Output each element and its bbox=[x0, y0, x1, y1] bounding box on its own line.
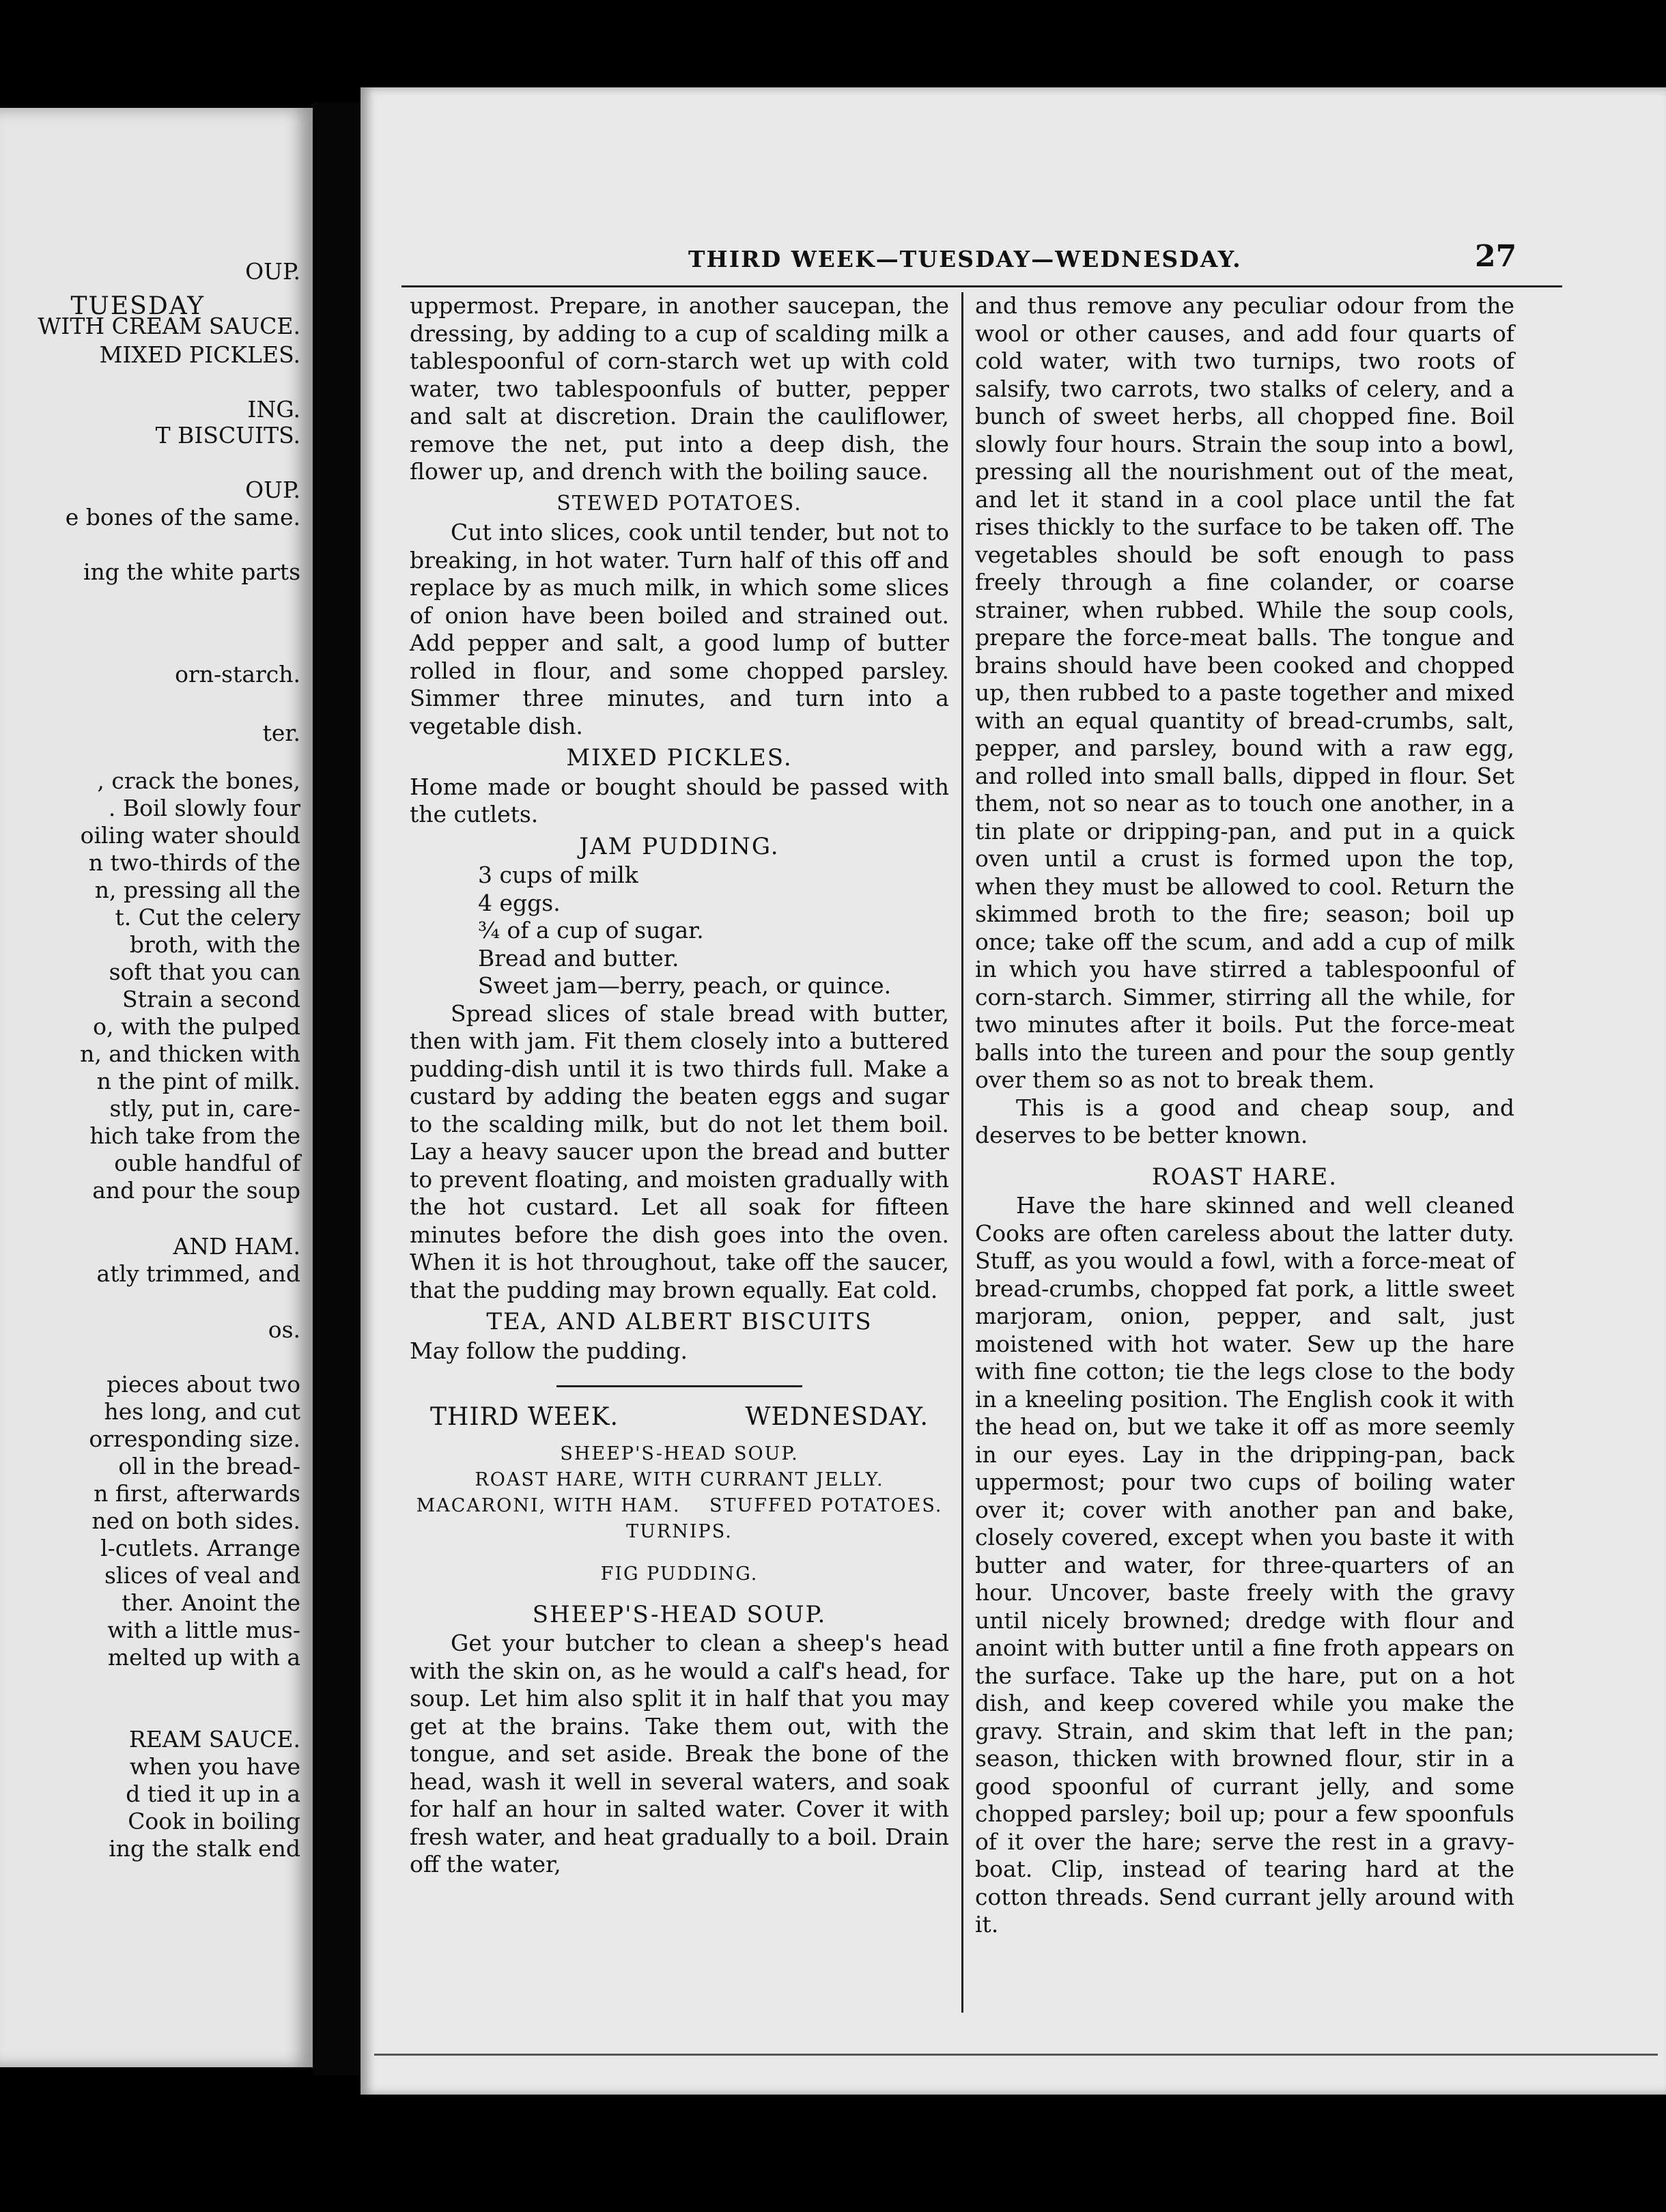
menu-item: MACARONI, WITH HAM. STUFFED POTATOES. bbox=[416, 1494, 943, 1516]
left-page-line: oll in the bread- bbox=[118, 1453, 300, 1479]
left-page-line: when you have bbox=[129, 1753, 300, 1780]
mixed-pickles-heading: MIXED PICKLES. bbox=[566, 744, 793, 771]
left-page-line: atly trimmed, and bbox=[96, 1260, 300, 1287]
menu-item: SHEEP'S-HEAD SOUP. bbox=[560, 1443, 799, 1464]
left-page-line: WITH CREAM SAUCE. bbox=[38, 313, 300, 339]
left-page-line: and pour the soup bbox=[92, 1177, 300, 1204]
left-page-line: n the pint of milk. bbox=[96, 1068, 300, 1094]
left-page-line: pieces about two bbox=[107, 1371, 300, 1398]
left-page-line: Cook in boiling bbox=[128, 1808, 300, 1834]
tea-biscuits-heading: TEA, AND ALBERT BISCUITS bbox=[486, 1308, 873, 1335]
left-page-line: e bones of the same. bbox=[65, 504, 300, 530]
left-page-line: . Boil slowly four bbox=[108, 795, 300, 821]
left-page-line: MIXED PICKLES. bbox=[99, 341, 300, 368]
column-rule bbox=[961, 292, 963, 2013]
sheeps-head-soup-heading: SHEEP'S-HEAD SOUP. bbox=[532, 1600, 827, 1628]
left-page-line: ING. bbox=[247, 396, 300, 423]
left-column bbox=[410, 292, 949, 1879]
left-page-fragment bbox=[0, 108, 313, 2067]
left-page-line: n, pressing all the bbox=[94, 877, 300, 903]
left-page-line: ned on both sides. bbox=[91, 1507, 300, 1534]
menu-item: ROAST HARE, WITH CURRANT JELLY. bbox=[475, 1469, 884, 1490]
left-page-line: os. bbox=[268, 1316, 300, 1343]
stewed-potatoes-paragraph: Cut into slices, cook until tender, but not to breaking, in hot water. Turn half of this off and replace by as much milk, in which some slices of onion have been boiled and strained out. Add pepper and salt, a good lump of butter rolled in flour, and some chopped parsley. Simmer three minutes, and turn into a vegetable dish. bbox=[410, 519, 949, 739]
mixed-pickles-paragraph: Home made or bought should be passed with the cutlets. bbox=[410, 773, 949, 827]
section-rule bbox=[556, 1385, 802, 1387]
left-page-line: slices of veal and bbox=[104, 1562, 300, 1589]
jam-pudding-paragraph: Spread slices of stale bread with butter, then with jam. Fit them closely into a buttered pudding-dish until it is two thirds full. Make a custard by adding the beaten eggs and sugar to the scalding milk, but do not let them boil. Lay a heavy saucer upon the bread and butter to prevent floating, and moisten gradually with the hot custard. Let all soak for fifteen minutes before the dish goes into the oven. When it is hot throughout, take off the saucer, that the pudding may brown equally. Eat cold. bbox=[410, 999, 949, 1303]
left-page-line: AND HAM. bbox=[173, 1233, 300, 1260]
good-soup-paragraph: This is a good and cheap soup, and deserves to be better known. bbox=[975, 1094, 1514, 1148]
tea-paragraph: May follow the pudding. bbox=[410, 1337, 688, 1364]
left-page-line: , crack the bones, bbox=[97, 767, 300, 794]
left-page-line: REAM SAUCE. bbox=[128, 1726, 300, 1753]
roast-hare-heading: ROAST HARE. bbox=[1151, 1163, 1338, 1191]
section-title-week: THIRD WEEK. bbox=[430, 1403, 619, 1431]
header-rule bbox=[401, 285, 1562, 287]
menu-item: TURNIPS. bbox=[626, 1520, 733, 1542]
left-page-line: n two-thirds of the bbox=[88, 849, 300, 876]
left-page-line: t. Cut the celery bbox=[115, 904, 300, 931]
left-page-line: Strain a second bbox=[122, 986, 300, 1012]
right-column bbox=[975, 292, 1514, 1939]
soup-continued-paragraph: and thus remove any peculiar odour from the wool or other causes, and add four quarts of cold water, with two turnips, two roots of salsify, two carrots, two stalks of celery, and a bunch of sweet herbs, all chopped fine. Boil slowly four hours. Strain the soup into a bowl, pressing all the nourishment out of the meat, and let it stand in a cool place until the fat rises thickly to the surface to be taken off. The vegetables should be soft enough to pass freely through a fine colander, or coarse strainer, when rubbed. While the soup cools, prepare the force-meat balls. The tongue and brains should have been cooked and chopped up, then rubbed to a paste together and mixed with an equal quantity of bread-crumbs, salt, pepper, and parsley, bound with a raw egg, and rolled into small balls, dipped in flour. Set them, not so near as to touch one another, in a tin plate or dripping-pan, and put in a quick oven until a crust is formed upon the top, when they must be allowed to cool. Return the skimmed broth to the fire; season; boil up once; take off the scum, and add a cup of milk in which you have stirred a tablespoonful of corn-starch. Simmer, stirring all the while, for two minutes after it boils. Put the force-meat balls into the tureen and pour the soup gently over them so as not to break them. bbox=[975, 292, 1514, 1093]
left-page-line: orresponding size. bbox=[89, 1426, 300, 1452]
ingredient-milk: 3 cups of milk bbox=[478, 862, 638, 888]
left-page-line: n, and thicken with bbox=[80, 1040, 300, 1067]
roast-hare-paragraph: Have the hare skinned and well cleaned Cooks are often careless about the latter duty. Stuff, as you would a fowl, with a force-meat of bread-crumbs, chopped fat pork, a little sweet marjoram, onion, pepper, and salt, just moistened with hot water. Sew up the hare with fine cotton; tie the legs close to the body in a kneeling position. The English cook it with the head on, but we take it off as more seemly in our eyes. Lay in the dripping-pan, back uppermost; pour two cups of boiling water over it; cover with another pan and bake, closely covered, except when you baste it with butter and water, for three-quarters of an hour. Uncover, baste freely with the gravy until nicely browned; dredge with flour and anoint with butter until a fine froth appears on the surface. Take up the hare, put on a hot dish, and keep covered while you make the gravy. Strain, and skim that left in the pan; season, thicken with browned flour, stir in a good spoonful of currant jelly, and some chopped parsley; boil up; pour a few spoonfuls of it over the hare; serve the rest in a gravy-boat. Clip, instead of tearing hard at the cotton threads. Send currant jelly around with it. bbox=[975, 1192, 1514, 1938]
left-page-line: orn-starch. bbox=[175, 661, 300, 687]
left-page-line: ther. Anoint the bbox=[122, 1589, 300, 1616]
left-page-line: soft that you can bbox=[109, 959, 300, 985]
left-page-line: stly, put in, care- bbox=[109, 1095, 300, 1122]
left-page-line: oiling water should bbox=[80, 822, 300, 849]
ingredient-eggs: 4 eggs. bbox=[478, 889, 561, 916]
left-page-line: hes long, and cut bbox=[104, 1398, 300, 1425]
left-page-line: ing the stalk end bbox=[109, 1835, 300, 1862]
jam-pudding-heading: JAM PUDDING. bbox=[579, 832, 780, 860]
left-page-line: n first, afterwards bbox=[94, 1480, 300, 1507]
ingredient-jam: Sweet jam—berry, peach, or quince. bbox=[478, 972, 892, 999]
sheeps-head-soup-paragraph: Get your butcher to clean a sheep's head with the skin on, as he would a calf's head, for soup. Let him also split it in half that you may get at the brains. Take them out, with the tongue, and set aside. Break the bone of the head, wash it well in several waters, and soak for half an hour in salted water. Cover it with fresh water, and heat gradually to a boil. Drain off the water, bbox=[410, 1630, 949, 1877]
left-page-line: with a little mus- bbox=[107, 1617, 300, 1643]
left-page-line: d tied it up in a bbox=[126, 1781, 300, 1807]
right-page bbox=[361, 87, 1666, 2095]
left-page-line: broth, with the bbox=[129, 931, 300, 958]
ingredient-bread: Bread and butter. bbox=[478, 944, 679, 972]
left-page-line: hich take from the bbox=[89, 1122, 300, 1149]
page-number: 27 bbox=[1475, 239, 1517, 274]
left-page-line: OUP. bbox=[245, 477, 300, 503]
menu-item: FIG PUDDING. bbox=[600, 1563, 759, 1585]
cauliflower-paragraph: uppermost. Prepare, in another saucepan, the dressing, by adding to a cup of scalding milk a tablespoonful of corn-starch wet up with cold water, two tablespoonfuls of butter, pepper and salt at discretion. Drain the cauliflower, remove the net, put into a deep dish, the flower up, and drench with the boiling sauce. bbox=[410, 292, 949, 485]
left-page-line: ouble handful of bbox=[114, 1150, 300, 1176]
left-page-heading: TUESDAY bbox=[70, 292, 205, 320]
section-title bbox=[410, 1404, 949, 1432]
running-head: THIRD WEEK—TUESDAY—WEDNESDAY. bbox=[688, 246, 1242, 272]
left-page-line: melted up with a bbox=[107, 1644, 300, 1671]
left-page-line: T BISCUITS. bbox=[155, 422, 300, 449]
ingredient-sugar: ¾ of a cup of sugar. bbox=[478, 917, 704, 944]
bottom-rule bbox=[374, 2054, 1658, 2056]
left-page-line: ter. bbox=[262, 720, 300, 746]
left-page-line: OUP. bbox=[245, 258, 300, 285]
left-page-line: ing the white parts bbox=[83, 558, 300, 585]
stewed-potatoes-heading: STEWED POTATOES. bbox=[556, 491, 802, 515]
book-gutter bbox=[313, 102, 361, 2075]
left-page-line: o, with the pulped bbox=[93, 1013, 300, 1040]
left-page-line: l-cutlets. Arrange bbox=[100, 1535, 300, 1561]
section-title-day: WEDNESDAY. bbox=[745, 1403, 929, 1431]
